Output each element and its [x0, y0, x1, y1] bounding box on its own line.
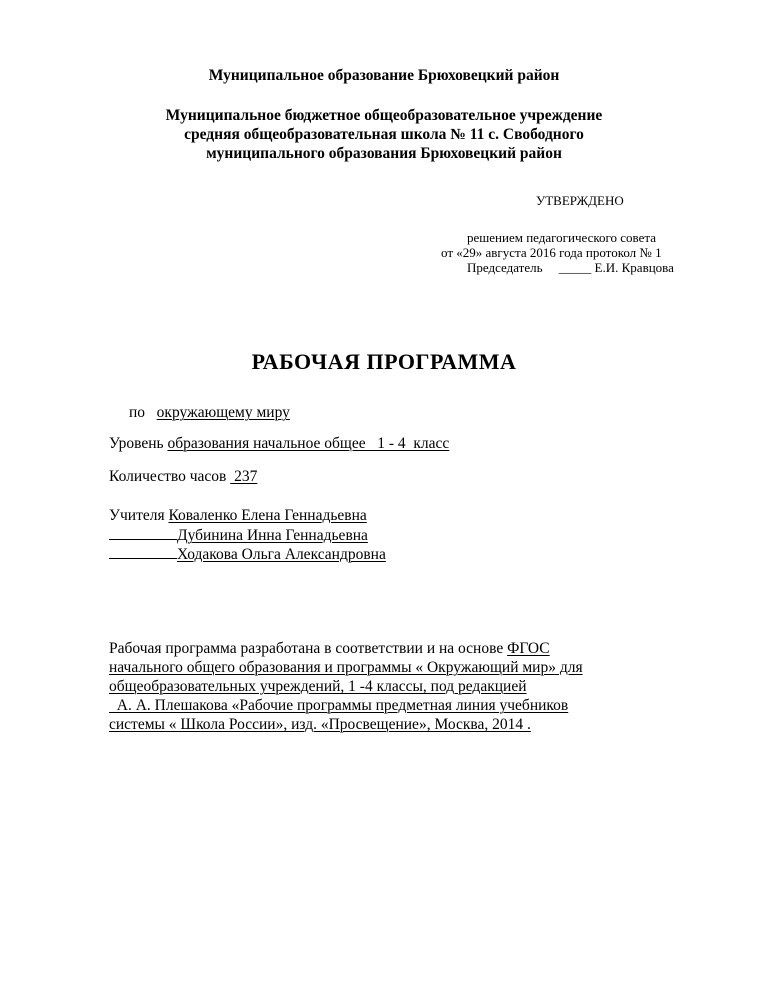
approval-date-protocol: от «29» августа 2016 года протокол № 1 — [441, 245, 662, 260]
approval-chair — [467, 260, 674, 276]
hours-field — [109, 467, 257, 486]
description-line-4: А. А. Плешакова «Рабочие программы предметная линия учебников — [109, 697, 569, 714]
subject-label: по — [129, 404, 146, 421]
page-title: РАБОЧАЯ ПРОГРАММА — [251, 349, 517, 374]
level-label: Уровень — [109, 435, 164, 452]
subject-field — [129, 403, 290, 422]
institution-line-1: Муниципальное бюджетное общеобразовательное учреждение — [165, 107, 603, 124]
teacher-row-3 — [109, 544, 386, 564]
teachers-field — [109, 506, 367, 525]
description-line-3: общеобразовательных учреждений, 1 -4 классы, под редакцией — [109, 678, 527, 695]
hours-label: Количество часов — [109, 468, 227, 485]
approval-heading: УТВЕРЖДЕНО — [536, 193, 624, 208]
teacher-name-3: Ходакова Ольга Александровна — [177, 546, 386, 563]
municipality-heading: Муниципальное образование Брюховецкий район — [208, 67, 560, 84]
teachers-label: Учителя — [109, 507, 165, 524]
institution-line-2: средняя общеобразовательная школа № 11 с. Свободного — [184, 126, 584, 143]
signature-blank: _____ — [558, 260, 592, 275]
fgos-reference: ФГОС — [507, 640, 550, 657]
approval-decision: решением педагогического совета — [467, 230, 656, 245]
teacher-name-1: Коваленко Елена Геннадьевна — [168, 507, 367, 524]
chair-name: Е.И. Кравцова — [594, 260, 674, 275]
description-line-1 — [109, 639, 550, 658]
level-field — [109, 434, 449, 453]
subject-value: окружающему миру — [156, 404, 290, 421]
hours-value: 237 — [230, 468, 258, 485]
teacher-indent-line — [109, 544, 177, 559]
chair-label: Председатель — [467, 260, 543, 275]
teacher-row-2 — [109, 525, 368, 545]
teacher-name-2: Дубинина Инна Геннадьевна — [177, 527, 368, 544]
level-value: образования начальное общее 1 - 4 класс — [167, 435, 450, 452]
description-line-5: системы « Школа России», изд. «Просвещение», Москва, 2014 . — [109, 716, 531, 733]
institution-line-3: муниципального образования Брюховецкий район — [206, 145, 562, 162]
description-line-2: начального общего образования и программы « Окружающий мир» для — [109, 659, 583, 676]
description-text: Рабочая программа разработана в соответствии и на основе — [109, 640, 508, 657]
teacher-indent-line — [109, 525, 177, 540]
